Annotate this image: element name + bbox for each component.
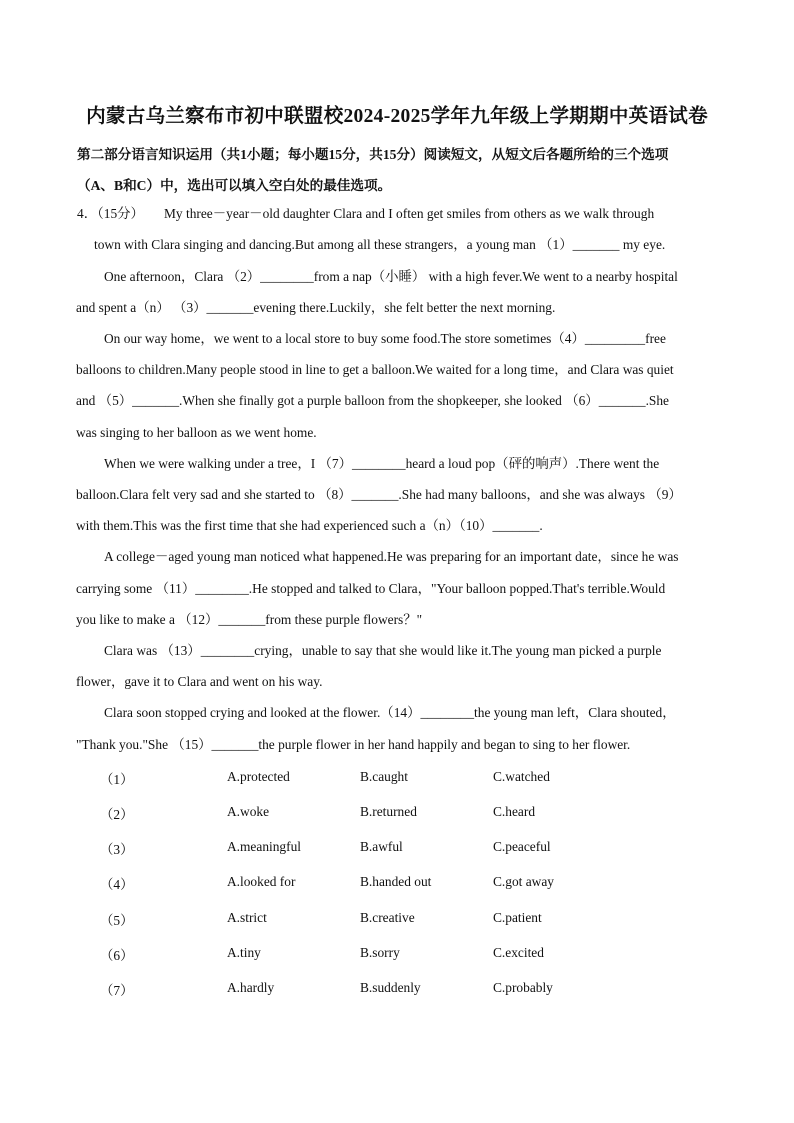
passage-line: and spent a（n） （3）_______evening there.Luckily，she felt better the next morning. — [76, 300, 556, 315]
passage-line: was singing to her balloon as we went home. — [76, 425, 317, 440]
passage-line: balloons to children.Many people stood in line to get a balloon.We waited for a long time，and Clara was quiet — [76, 362, 674, 377]
option-a: A.tiny — [227, 945, 261, 960]
passage-line: "Thank you."She （15）_______the purple flower in her hand happily and began to sing to her flower. — [76, 737, 631, 752]
option-c: C.patient — [493, 910, 542, 925]
question-number: （2） — [100, 807, 134, 822]
passage-line: and （5）_______.When she finally got a purple balloon from the shopkeeper, she looked （6）_______.She — [76, 393, 669, 408]
passage-line: One afternoon，Clara （2）________from a nap（小睡） with a high fever.We went to a nearby hospital — [104, 269, 678, 284]
option-c: C.heard — [493, 804, 536, 819]
question-number: （6） — [100, 948, 134, 963]
option-b: B.creative — [360, 910, 415, 925]
passage-line: flower，gave it to Clara and went on his way. — [76, 674, 323, 689]
instruction-line-1: 第二部分语言知识运用（共1小题；每小题15分，共15分）阅读短文，从短文后各题所给的三个选项 — [77, 147, 669, 162]
option-c: C.excited — [493, 945, 544, 960]
option-c: C.got away — [493, 874, 554, 889]
option-b: B.sorry — [360, 945, 400, 960]
instruction-line-2: （A、B和C）中，选出可以填入空白处的最佳选项。 — [77, 178, 392, 193]
option-b: B.returned — [360, 804, 417, 819]
option-row — [100, 874, 600, 892]
option-row — [100, 804, 600, 822]
option-c: C.peaceful — [493, 839, 551, 854]
option-b: B.handed out — [360, 874, 432, 889]
option-a: A.meaningful — [227, 839, 302, 854]
passage-line: you like to make a （12）_______from these purple flowers？" — [76, 612, 423, 627]
passage-line: A college－aged young man noticed what happened.He was preparing for an important date，since he was — [104, 549, 679, 564]
option-row — [100, 769, 600, 787]
passage-line: On our way home，we went to a local store to buy some food.The store sometimes（4）_________free — [104, 331, 666, 346]
option-b: B.suddenly — [360, 980, 421, 995]
option-row — [100, 980, 600, 998]
passage-line: carrying some （11）________.He stopped and talked to Clara，"Your balloon popped.That's terrible.Would — [76, 581, 666, 596]
question-number: （4） — [100, 877, 134, 892]
passage-line: Clara was （13）________crying，unable to say that she would like it.The young man picked a purple — [104, 643, 662, 658]
option-a: A.protected — [227, 769, 290, 784]
option-a: A.looked for — [227, 874, 296, 889]
option-row — [100, 839, 600, 857]
option-c: C.probably — [493, 980, 553, 995]
passage-line: with them.This was the first time that she had experienced such a（n）（10）_______. — [76, 518, 543, 533]
page-title: 内蒙古乌兰察布市初中联盟校2024-2025学年九年级上学期期中英语试卷 — [86, 106, 708, 127]
question-number: （7） — [100, 983, 134, 998]
option-a: A.woke — [227, 804, 270, 819]
passage-line: 4．（15分） My three－year－old daughter Clara and I often get smiles from others as we walk through — [77, 206, 655, 221]
option-b: B.caught — [360, 769, 408, 784]
option-row — [100, 910, 600, 928]
passage-line: balloon.Clara felt very sad and she started to （8）_______.She had many balloons，and she was always （9） — [76, 487, 682, 502]
passage-line: town with Clara singing and dancing.But among all these strangers，a young man （1）_______ my eye. — [94, 237, 666, 252]
option-b: B.awful — [360, 839, 403, 854]
option-a: A.hardly — [227, 980, 275, 995]
question-number: （1） — [100, 772, 134, 787]
passage-line: Clara soon stopped crying and looked at the flower.（14）________the young man left，Clara shouted， — [104, 705, 676, 720]
question-number: （3） — [100, 842, 134, 857]
passage-line: When we were walking under a tree，I （7）________heard a loud pop（砰的响声）.There went the — [104, 456, 660, 471]
question-number: （5） — [100, 913, 134, 928]
option-row — [100, 945, 600, 963]
option-c: C.watched — [493, 769, 550, 784]
option-a: A.strict — [227, 910, 267, 925]
